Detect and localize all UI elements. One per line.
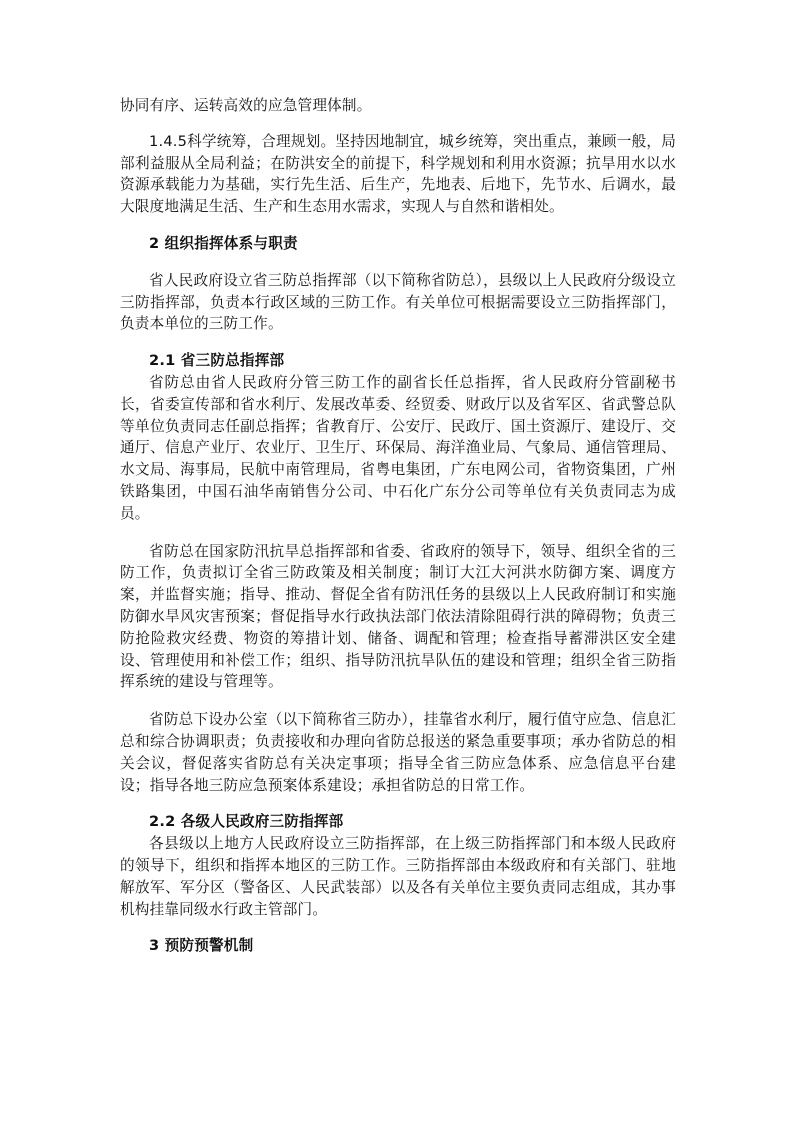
- section-heading-2: 2 组织指挥体系与职责: [149, 234, 298, 252]
- section-heading-2-1: 2.1 省三防总指挥部: [149, 352, 285, 370]
- paragraph-1-4-5: 1.4.5科学统筹，合理规划。坚持因地制宜，城乡统筹，突出重点，兼顾一般，局部利益服从全局利益；在防洪安全的前提下，科学规划和利用水资源；抗旱用水以水资源承载能力为基础，实行先生活、后生产，先地表、后地下，先节水、后调水，最大限度地满足生活、生产和生态用水需求，实现人与自然和谐相处。: [120, 132, 676, 216]
- section-heading-3: 3 预防预警机制: [149, 937, 254, 955]
- paragraph-continuation: 协同有序、运转高效的应急管理体制。: [120, 97, 372, 114]
- paragraph-provincial-command-duties: 省防总在国家防汛抗旱总指挥部和省委、省政府的领导下，领导、组织全省的三防工作，负责拟订全省三防政策及相关制度；制订大江大河洪水防御方案、调度方案，并监督实施；指导、推动、督促全省有防汛任务的县级以上人民政府制订和实施防御水旱风灾害预案；督促指导水行政执法部门依法清除阻碍行洪的障碍物；负责三防抢险救灾经费、物资的筹措计划、储备、调配和管理；检查指导蓄滞洪区安全建设、管理使用和补偿工作；组织、指导防汛抗旱队伍的建设和管理；组织全省三防指挥系统的建设与管理等。: [120, 542, 676, 691]
- paragraph-provincial-office: 省防总下设办公室（以下简称省三防办），挂靠省水利厅，履行值守应急、信息汇总和综合协调职责；负责接收和办理向省防总报送的紧急重要事项；承办省防总的相关会议，督促落实省防总有关决定事项；指导全省三防应急体系、应急信息平台建设；指导各地三防应急预案体系建设；承担省防总的日常工作。: [120, 711, 676, 794]
- paragraph-local-command: 各县级以上地方人民政府设立三防指挥部，在上级三防指挥部门和本级人民政府的领导下，组织和指挥本地区的三防工作。三防指挥部由本级政府和有关部门、驻地解放军、军分区（警备区、人民武装部）以及各有关单位主要负责同志组成，其办事机构挂靠同级水行政主管部门。: [120, 835, 676, 918]
- paragraph-organization-intro: 省人民政府设立省三防总指挥部（以下简称省防总），县级以上人民政府分级设立三防指挥部，负责本行政区域的三防工作。有关单位可根据需要设立三防指挥部门，负责本单位的三防工作。: [120, 271, 676, 333]
- section-heading-2-2: 2.2 各级人民政府三防指挥部: [149, 813, 344, 831]
- document-page: [120, 95, 676, 957]
- paragraph-provincial-command-members: 省防总由省人民政府分管三防工作的副省长任总指挥，省人民政府分管副秘书长，省委宣传部和省水利厅、发展改革委、经贸委、财政厅以及省军区、省武警总队等单位负责同志任副总指挥；省教育厅、公安厅、民政厅、国土资源厅、建设厅、交通厅、信息产业厅、农业厅、卫生厅、环保局、海洋渔业局、气象局、通信管理局、水文局、海事局，民航中南管理局，省粤电集团，广东电网公司，省物资集团，广州铁路集团，中国石油华南销售分公司、中石化广东分公司等单位有关负责同志为成员。: [120, 373, 676, 522]
